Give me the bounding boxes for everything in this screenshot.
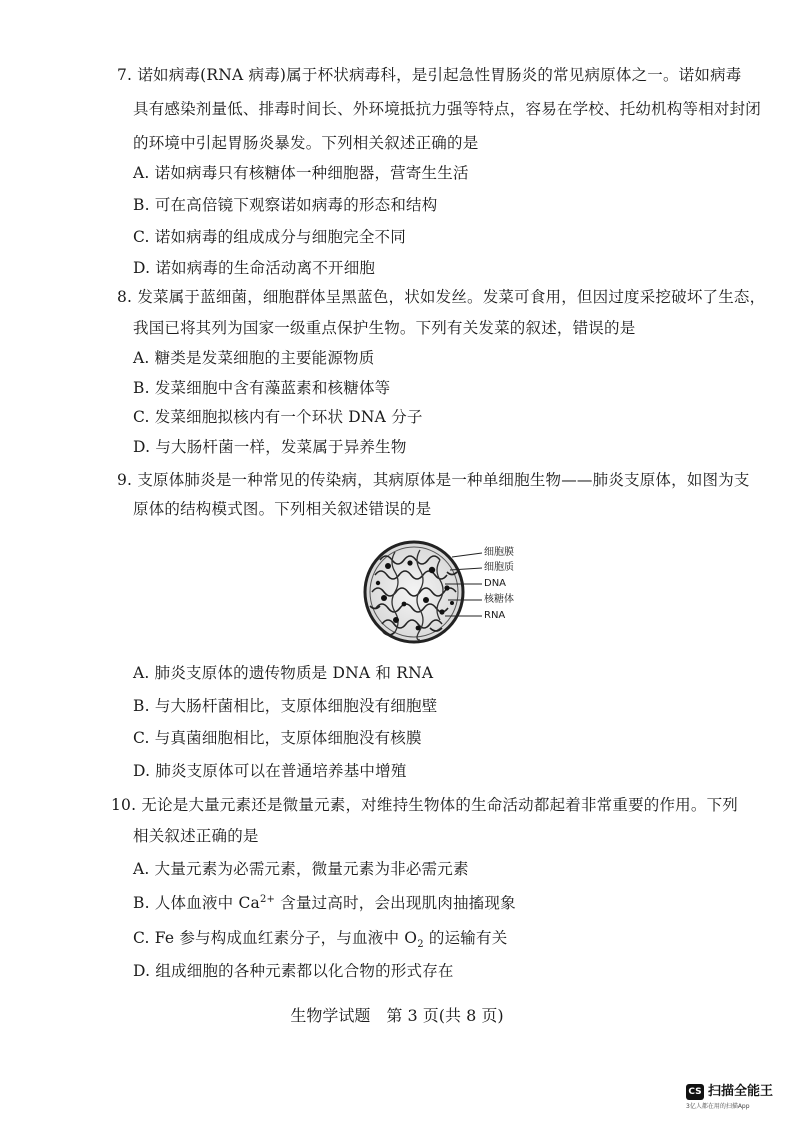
q7-stem-line-1: 7. 诺如病毒(RNA 病毒)属于杯状病毒科，是引起急性胃肠炎的常见病原体之一。诺如病毒: [117, 66, 742, 84]
calcium-charge: 2+: [259, 893, 276, 905]
label-dna: DNA: [484, 578, 507, 589]
q8-option-b[interactable]: B. 发菜细胞中含有藻蓝素和核糖体等: [133, 379, 391, 397]
q9-stem-line-1: 9. 支原体肺炎是一种常见的传染病，其病原体是一种单细胞生物——肺炎支原体，如图为支: [117, 471, 750, 489]
label-ribosome: 核糖体: [484, 594, 514, 605]
q8-option-c[interactable]: C. 发菜细胞拟核内有一个环状 DNA 分子: [133, 408, 423, 426]
q10-option-b-text-2: 含量过高时，会出现肌肉抽搐现象: [275, 894, 516, 912]
scanner-watermark: [686, 1082, 786, 1116]
ribosome-dots: [376, 560, 454, 630]
cell-membrane-inner: [370, 547, 458, 637]
q10-option-c[interactable]: [133, 928, 508, 951]
q10-option-c-text-2: 的运输有关: [423, 929, 508, 947]
q10-option-d[interactable]: D. 组成细胞的各种元素都以化合物的形式存在: [133, 962, 454, 980]
q9-option-d[interactable]: D. 肺炎支原体可以在普通培养基中增殖: [133, 762, 407, 780]
q10-option-c-text-1: C. Fe 参与构成血红素分子，与血液中 O: [133, 929, 418, 947]
q7-option-c[interactable]: C. 诺如病毒的组成成分与细胞完全不同: [133, 228, 406, 246]
q8-option-d[interactable]: D. 与大肠杆菌一样，发菜属于异养生物: [133, 438, 407, 456]
q7-option-a[interactable]: A. 诺如病毒只有核糖体一种细胞器，营寄生生活: [133, 164, 469, 182]
q9-option-c[interactable]: C. 与真菌细胞相比，支原体细胞没有核膜: [133, 729, 422, 747]
q7-stem-line-3: 的环境中引起胃肠炎暴发。下列相关叙述正确的是: [133, 134, 479, 152]
q9-stem-line-2: 原体的结构模式图。下列相关叙述错误的是: [133, 500, 432, 518]
watermark-app-name: 扫描全能王: [708, 1084, 774, 1099]
q10-option-a[interactable]: A. 大量元素为必需元素，微量元素为非必需元素: [133, 860, 469, 878]
q10-option-b-text-1: B. 人体血液中 Ca: [133, 894, 260, 912]
dna-strand-cross: [392, 550, 443, 640]
q7-option-d[interactable]: D. 诺如病毒的生命活动离不开细胞: [133, 259, 376, 277]
q8-option-a[interactable]: A. 糖类是发菜细胞的主要能源物质: [133, 349, 375, 367]
q9-option-a[interactable]: A. 肺炎支原体的遗传物质是 DNA 和 RNA: [133, 664, 434, 682]
q7-stem-line-2: 具有感染剂量低、排毒时间长、外环境抵抗力强等特点，容易在学校、托幼机构等相对封闭: [133, 100, 762, 118]
q10-option-b[interactable]: [133, 893, 516, 913]
q10-stem-line-2: 相关叙述正确的是: [133, 827, 259, 845]
camscanner-logo-icon: CS: [686, 1084, 704, 1100]
page-footer: 生物学试题 第 3 页(共 8 页): [290, 1006, 504, 1025]
label-leader-lines: [445, 553, 482, 616]
q7-option-b[interactable]: B. 可在高倍镜下观察诺如病毒的形态和结构: [133, 196, 438, 214]
label-cell-membrane: 细胞膜: [484, 547, 514, 558]
label-cytoplasm: 细胞质: [484, 562, 514, 573]
q10-stem-line-1: 10. 无论是大量元素还是微量元素，对维持生物体的生命活动都起着非常重要的作用。下列: [111, 796, 738, 814]
label-rna: RNA: [484, 610, 506, 621]
watermark-tagline: 3亿人都在用的扫描App: [686, 1103, 750, 1110]
oxygen-subscript: 2: [417, 939, 424, 951]
cell-membrane-shape: [365, 542, 463, 642]
q8-stem-line-1: 8. 发菜属于蓝细菌，细胞群体呈黑蓝色，状如发丝。发菜可食用，但因过度采挖破坏了生态，: [117, 288, 766, 306]
q9-option-b[interactable]: B. 与大肠杆菌相比，支原体细胞没有细胞壁: [133, 697, 438, 715]
q8-stem-line-2: 我国已将其列为国家一级重点保护生物。下列有关发菜的叙述，错误的是: [133, 319, 636, 337]
rna-strands: [370, 572, 457, 635]
dna-strand: [372, 556, 456, 628]
